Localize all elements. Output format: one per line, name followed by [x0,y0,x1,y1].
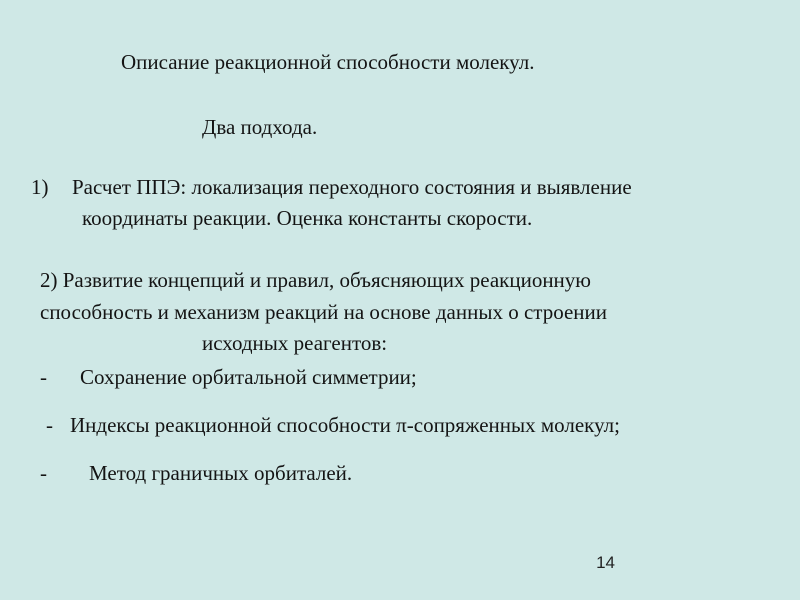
item2-line3: исходных реагентов: [202,331,388,355]
bullet-2-marker: - [46,413,53,437]
bullet-3-text: Метод граничных орбиталей. [89,461,353,485]
item1-line2: координаты реакции. Оценка константы скорости. [82,206,533,230]
item1-marker: 1) [31,175,49,199]
bullet-2-text: Индексы реакционной способности π-сопряженных молекул; [70,413,620,437]
bullet-3-marker: - [40,461,47,485]
bullet-1-marker: - [40,365,47,389]
page-number: 14 [596,553,615,572]
item2-line2: способность и механизм реакций на основе данных о строении [40,300,608,324]
bullet-1-text: Сохранение орбитальной симметрии; [80,365,417,389]
slide-title: Описание реакционной способности молекул. [121,50,535,74]
item2-line1: 2) Развитие концепций и правил, объясняющих реакционную [40,268,591,292]
item1-line1: Расчет ППЭ: локализация переходного состояния и выявление [72,175,632,199]
slide-subtitle: Два подхода. [202,115,318,139]
